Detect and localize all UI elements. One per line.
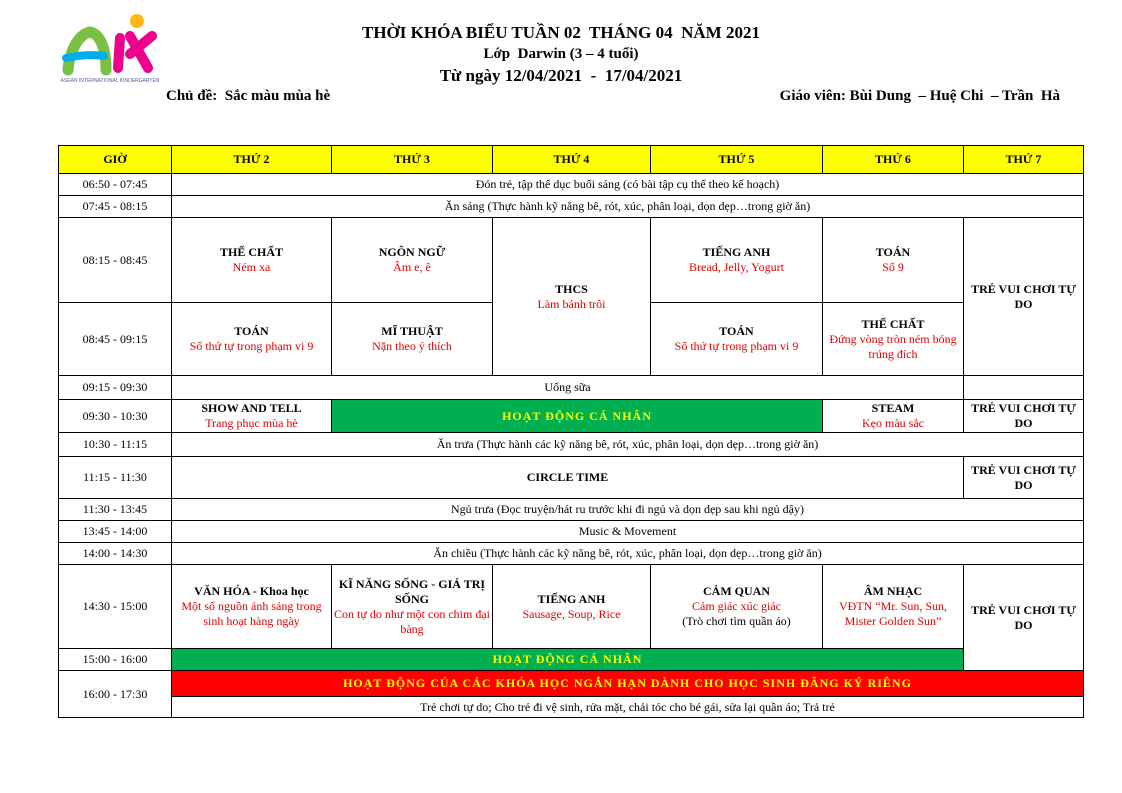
time-cell: 10:30 - 11:15 [59,433,172,457]
timetable [58,145,1084,718]
lesson-cell [332,303,493,376]
lesson-subject: TOÁN [875,245,911,259]
table-row [59,400,1084,433]
circle-time-cell: CIRCLE TIME [172,457,964,499]
lesson-detail: Đứng vòng tròn ném bóng trúng đích [829,331,957,361]
date-range: Từ ngày 12/04/2021 - 17/04/2021 [439,66,683,85]
lesson-detail: Số thứ tự trong phạm vi 9 [674,339,799,353]
col-header-time: GIỜ [59,146,172,174]
col-header-fri: THỨ 6 [823,146,964,174]
table-row [59,457,1084,499]
time-cell: 15:00 - 16:00 [59,649,172,671]
lesson-cell [823,218,964,303]
time-cell: 09:15 - 09:30 [59,376,172,400]
lesson-subject: TIẾNG ANH [702,245,771,259]
lesson-cell [332,218,493,303]
lesson-subject: THỂ CHẤT [219,245,283,259]
lesson-detail: Cảm giác xúc giác [692,599,781,613]
table-row [59,499,1084,521]
lesson-cell [823,400,964,433]
lesson-subject: TOÁN [719,324,754,338]
col-header-thu: THỨ 5 [651,146,823,174]
time-cell: 11:15 - 11:30 [59,457,172,499]
topic-label: Chủ đề: Sắc màu mùa hè [166,88,331,104]
time-cell: 06:50 - 07:45 [59,174,172,196]
lesson-cell [493,218,651,376]
time-cell: 16:00 - 17:30 [59,671,172,718]
free-play-cell: TRẺ VUI CHƠI TỰ DO [964,218,1084,376]
lesson-detail: Kẹo màu sắc [862,416,924,430]
lesson-cell [651,218,823,303]
time-cell: 14:30 - 15:00 [59,565,172,649]
teachers-label: Giáo viên: Bùi Dung – Huệ Chi – Trần Hà [779,88,1060,104]
table-row [59,433,1084,457]
lesson-subject: STEAM [871,401,915,415]
col-header-mon: THỨ 2 [172,146,332,174]
time-cell: 07:45 - 08:15 [59,196,172,218]
lesson-subject: CẢM QUAN [703,584,770,598]
activity-cell: Đón trẻ, tập thể dục buổi sáng (có bài tập cụ thể theo kế hoạch) [172,174,1084,196]
lesson-subject: VĂN HÓA - Khoa học [194,584,309,598]
logo-caption: ASEAN INTERNATIONAL KINDERGARTEN [60,78,160,84]
table-row [59,565,1084,649]
lesson-detail: Sausage, Soup, Rice [522,606,621,621]
lesson-cell [823,565,964,649]
activity-cell: Ăn trưa (Thực hành các kỹ năng bê, rót, xúc, phân loại, dọn dẹp…trong giờ ăn) [172,433,1084,457]
class-line: Lớp Darwin (3 – 4 tuổi) [483,46,639,62]
short-course-cell: HOẠT ĐỘNG CỦA CÁC KHÓA HỌC NGẮN HẠN DÀNH CHO HỌC SINH ĐĂNG KÝ RIÊNG [172,671,1084,697]
lesson-subject: MĨ THUẬT [381,324,443,338]
lesson-subject: THCS [555,281,588,296]
lesson-subject: TOÁN [234,324,269,338]
lesson-subject: SHOW AND TELL [201,401,302,415]
time-cell: 08:45 - 09:15 [59,303,172,376]
activity-cell: Uống sữa [172,376,964,400]
free-play-cell: TRẺ VUI CHƠI TỰ DO [964,400,1084,433]
activity-cell: Ngủ trưa (Đọc truyện/hát ru trước khi đi ngủ và dọn dẹp sau khi ngủ dậy) [172,499,1084,521]
free-play-cell: TRẺ VUI CHƠI TỰ DO [964,565,1084,671]
table-row [59,543,1084,565]
lesson-detail: VĐTN “Mr. Sun, Sun, Mister Golden Sun” [838,599,947,628]
col-header-sat: THỨ 7 [964,146,1084,174]
lesson-detail: Số 9 [882,260,904,274]
table-row [59,697,1084,718]
time-cell: 13:45 - 14:00 [59,521,172,543]
lesson-cell [172,400,332,433]
lesson-detail: Con tự do như một con chim đại bàng [334,606,490,636]
time-cell: 09:30 - 10:30 [59,400,172,433]
time-cell: 14:00 - 14:30 [59,543,172,565]
col-header-wed: THỨ 4 [493,146,651,174]
free-play-cell: TRẺ VUI CHƠI TỰ DO [964,457,1084,499]
activity-cell: Trẻ chơi tự do; Cho trẻ đi vệ sinh, rửa mặt, chải tóc cho bé gái, sửa lại quần áo; Trả trẻ [172,697,1084,718]
lesson-detail: Âm e, ê [393,260,431,274]
table-row [59,376,1084,400]
table-row [59,218,1084,303]
header-row [59,146,1084,174]
table-row [59,649,1084,671]
lesson-subject: NGÔN NGỮ [378,245,446,259]
lesson-note: (Trò chơi tìm quần áo) [682,614,791,628]
activity-cell: Music & Movement [172,521,1084,543]
lesson-detail: Bread, Jelly, Yogurt [689,260,784,274]
col-header-tue: THỨ 3 [332,146,493,174]
lesson-detail: Trang phục mùa hè [205,416,298,430]
time-cell: 11:30 - 13:45 [59,499,172,521]
time-cell: 08:15 - 08:45 [59,218,172,303]
lesson-detail: Số thứ tự trong phạm vi 9 [189,339,314,353]
lesson-cell [493,565,651,649]
lesson-cell [172,565,332,649]
table-row [59,521,1084,543]
lesson-cell [172,303,332,376]
lesson-cell [651,565,823,649]
lesson-detail: Một số nguồn ánh sáng trong sinh hoạt hàng ngày [181,599,322,628]
lesson-subject: ÂM NHẠC [863,584,923,598]
table-row [59,174,1084,196]
individual-activity-cell: HOẠT ĐỘNG CÁ NHÂN [172,649,964,671]
lesson-subject: THỂ CHẤT [861,316,925,331]
lesson-detail: Nặn theo ý thích [372,339,452,353]
activity-cell: Ăn chiều (Thực hành các kỹ năng bê, rót, xúc, phân loại, dọn dẹp…trong giờ ăn) [172,543,1084,565]
lesson-cell [651,303,823,376]
individual-activity-cell: HOẠT ĐỘNG CÁ NHÂN [332,400,823,433]
lesson-subject: TIẾNG ANH [537,591,606,606]
lesson-cell [332,565,493,649]
lesson-cell [823,303,964,376]
lesson-detail: Ném xa [232,260,271,274]
lesson-detail: Làm bánh trôi [537,296,606,311]
empty-cell [964,376,1084,400]
table-row [59,196,1084,218]
page-title: THỜI KHÓA BIỂU TUẦN 02 THÁNG 04 NĂM 2021 [362,23,760,42]
activity-cell: Ăn sáng (Thực hành kỹ năng bê, rót, xúc, phân loại, dọn dẹp…trong giờ ăn) [172,196,1084,218]
lesson-cell [172,218,332,303]
table-row [59,671,1084,697]
lesson-subject: KĨ NĂNG SỐNG - GIÁ TRỊ SỐNG [338,576,486,606]
